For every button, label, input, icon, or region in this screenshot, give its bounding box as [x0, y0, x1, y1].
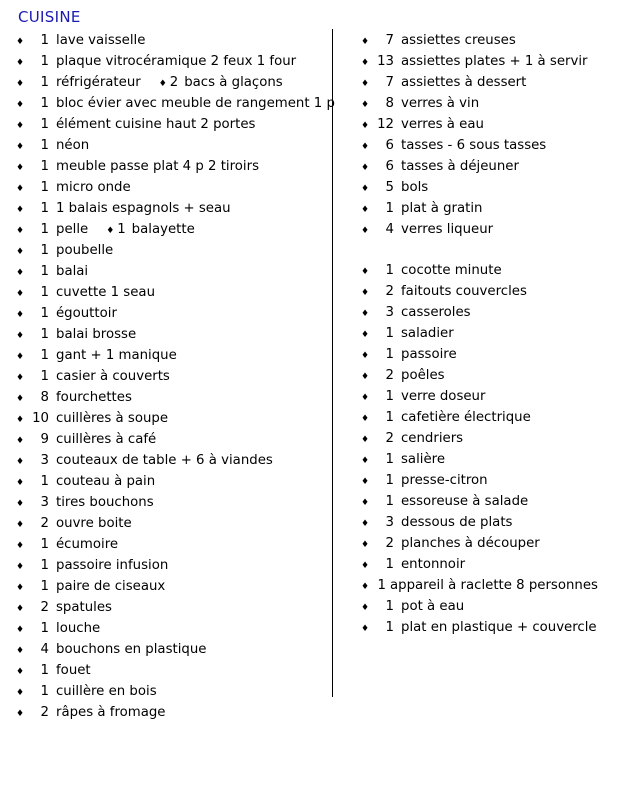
item-label: verres à vin: [401, 96, 480, 111]
diamond-bullet-icon: ♦: [16, 268, 25, 278]
diamond-bullet-icon: ♦: [361, 624, 370, 634]
item-quantity: 12: [377, 117, 394, 132]
item-quantity: 1: [40, 306, 49, 321]
diamond-bullet-icon: ♦: [361, 163, 370, 173]
item-quantity: 1: [40, 117, 49, 132]
item-label: gant + 1 manique: [56, 348, 177, 363]
diamond-bullet-icon: ♦: [361, 372, 370, 382]
diamond-bullet-icon: ♦: [361, 267, 370, 277]
right-column: [333, 31, 629, 639]
list-item: [16, 514, 324, 535]
item-label: assiettes creuses: [401, 33, 516, 48]
diamond-bullet-icon: ♦: [16, 520, 25, 530]
diamond-bullet-icon: ♦: [16, 709, 25, 719]
sub-item-quantity: 1: [117, 222, 126, 237]
item-quantity: 1: [40, 621, 49, 636]
item-quantity: 9: [40, 432, 49, 447]
diamond-bullet-icon: ♦: [361, 540, 370, 550]
item-quantity: 1: [40, 579, 49, 594]
item-quantity: 2: [385, 368, 394, 383]
item-label: verres liqueur: [401, 222, 494, 237]
item-quantity: 1: [40, 663, 49, 678]
diamond-bullet-icon: ♦: [16, 352, 25, 362]
item-quantity: 1: [385, 201, 394, 216]
item-quantity: 1: [385, 326, 394, 341]
diamond-bullet-icon: ♦: [16, 583, 25, 593]
diamond-bullet-icon: ♦: [361, 519, 370, 529]
diamond-bullet-icon: ♦: [16, 688, 25, 698]
list-item: [361, 31, 629, 52]
list-item: [361, 73, 629, 94]
item-label: bols: [401, 180, 429, 195]
item-label: cuvette 1 seau: [56, 285, 155, 300]
item-quantity: 1: [40, 285, 49, 300]
item-label: lave vaisselle: [56, 33, 146, 48]
item-quantity: 1: [40, 96, 49, 111]
item-quantity: 1: [377, 578, 386, 593]
item-label: plaque vitrocéramique 2 feux 1 four: [56, 54, 297, 69]
list-item: [16, 157, 324, 178]
diamond-bullet-icon: ♦: [16, 373, 25, 383]
list-item: [361, 303, 629, 324]
item-quantity: 1: [385, 557, 394, 572]
item-quantity: 1: [40, 201, 49, 216]
diamond-bullet-icon: ♦: [106, 226, 115, 236]
list-item: [361, 157, 629, 178]
item-quantity: 13: [377, 54, 394, 69]
item-quantity: 1: [40, 558, 49, 573]
left-item-list: [16, 31, 335, 724]
list-item: [16, 661, 324, 682]
item-label: plat en plastique + couvercle: [401, 620, 597, 635]
diamond-bullet-icon: ♦: [16, 541, 25, 551]
item-label: pelle: [56, 222, 89, 237]
list-item: [16, 430, 324, 451]
item-quantity: 3: [40, 453, 49, 468]
diamond-bullet-icon: ♦: [16, 646, 25, 656]
list-item: [361, 534, 629, 555]
item-quantity: 1: [40, 537, 49, 552]
item-label: cafetière électrique: [401, 410, 531, 425]
item-quantity: 1: [385, 263, 394, 278]
list-item: [16, 556, 324, 577]
item-quantity: 2: [385, 431, 394, 446]
item-quantity: 1: [40, 327, 49, 342]
diamond-bullet-icon: ♦: [361, 435, 370, 445]
item-quantity: 1: [40, 138, 49, 153]
diamond-bullet-icon: ♦: [16, 37, 25, 47]
item-quantity: 1: [385, 389, 394, 404]
item-label: passoire: [401, 347, 457, 362]
diamond-bullet-icon: ♦: [16, 457, 25, 467]
diamond-bullet-icon: ♦: [16, 394, 25, 404]
item-label: cuillère en bois: [56, 684, 157, 699]
item-quantity: 10: [32, 411, 49, 426]
item-label: verre doseur: [401, 389, 486, 404]
item-label: couteau à pain: [56, 474, 156, 489]
item-label: bouchons en plastique: [56, 642, 207, 657]
item-label: fourchettes: [56, 390, 132, 405]
list-item: [16, 304, 324, 325]
item-quantity: 5: [385, 180, 394, 195]
sub-item: [106, 220, 195, 241]
diamond-bullet-icon: ♦: [16, 436, 25, 446]
list-item: [16, 199, 324, 220]
list-item: [16, 535, 324, 556]
item-label: bloc évier avec meuble de rangement 1 p: [56, 96, 335, 111]
item-quantity: 8: [385, 96, 394, 111]
list-spacer: [361, 241, 629, 261]
item-label: assiettes à dessert: [401, 75, 527, 90]
diamond-bullet-icon: ♦: [16, 310, 25, 320]
diamond-bullet-icon: ♦: [361, 456, 370, 466]
item-quantity: 1: [40, 159, 49, 174]
item-quantity: 7: [385, 33, 394, 48]
list-item: [16, 241, 324, 262]
diamond-bullet-icon: ♦: [361, 603, 370, 613]
item-quantity: 4: [40, 642, 49, 657]
right-item-list: [361, 31, 629, 639]
item-label: cuillères à café: [56, 432, 157, 447]
item-quantity: 1: [40, 474, 49, 489]
item-label: salière: [401, 452, 446, 467]
item-label: louche: [56, 621, 101, 636]
list-item: [361, 220, 629, 241]
item-quantity: 1: [40, 54, 49, 69]
two-column-layout: [16, 31, 629, 724]
item-label: tasses à déjeuner: [401, 159, 519, 174]
diamond-bullet-icon: ♦: [158, 79, 167, 89]
item-quantity: 8: [40, 390, 49, 405]
list-item: [16, 325, 324, 346]
list-item: [361, 345, 629, 366]
diamond-bullet-icon: ♦: [16, 667, 25, 677]
item-quantity: 1: [385, 599, 394, 614]
diamond-bullet-icon: ♦: [361, 37, 370, 47]
diamond-bullet-icon: ♦: [361, 205, 370, 215]
item-quantity: 7: [385, 75, 394, 90]
list-item: [361, 555, 629, 576]
item-quantity: 2: [40, 600, 49, 615]
diamond-bullet-icon: ♦: [361, 309, 370, 319]
item-label: cuillères à soupe: [56, 411, 168, 426]
item-quantity: 1: [40, 684, 49, 699]
diamond-bullet-icon: ♦: [361, 226, 370, 236]
list-item: [16, 703, 324, 724]
item-label: ouvre boite: [56, 516, 132, 531]
list-item: [361, 597, 629, 618]
diamond-bullet-icon: ♦: [361, 58, 370, 68]
diamond-bullet-icon: ♦: [361, 142, 370, 152]
item-label: couteaux de table + 6 à viandes: [56, 453, 273, 468]
list-item: [16, 31, 324, 52]
left-column: [16, 31, 335, 724]
item-quantity: 1: [40, 369, 49, 384]
list-item: [16, 409, 324, 430]
diamond-bullet-icon: ♦: [16, 604, 25, 614]
item-quantity: 2: [40, 705, 49, 720]
diamond-bullet-icon: ♦: [361, 414, 370, 424]
list-item: [361, 324, 629, 345]
item-quantity: 1: [40, 222, 49, 237]
list-item: [16, 115, 324, 136]
list-item: [16, 136, 324, 157]
item-quantity: 2: [40, 516, 49, 531]
item-label: râpes à fromage: [56, 705, 166, 720]
item-label: casier à couverts: [56, 369, 170, 384]
diamond-bullet-icon: ♦: [361, 582, 370, 592]
list-item: [361, 471, 629, 492]
item-label: faitouts couvercles: [401, 284, 527, 299]
item-label: verres à eau: [401, 117, 484, 132]
diamond-bullet-icon: ♦: [361, 351, 370, 361]
diamond-bullet-icon: ♦: [16, 625, 25, 635]
item-quantity: 3: [385, 515, 394, 530]
list-item: [361, 408, 629, 429]
list-item: [16, 493, 324, 514]
item-label: presse-citron: [401, 473, 488, 488]
item-quantity: 1: [40, 243, 49, 258]
list-item: [16, 367, 324, 388]
diamond-bullet-icon: ♦: [361, 79, 370, 89]
item-quantity: 1: [40, 75, 49, 90]
diamond-bullet-icon: ♦: [16, 100, 25, 110]
diamond-bullet-icon: ♦: [16, 415, 25, 425]
list-item: [16, 262, 324, 283]
diamond-bullet-icon: ♦: [361, 330, 370, 340]
list-item: [16, 682, 324, 703]
item-label: passoire infusion: [56, 558, 169, 573]
list-item: [361, 429, 629, 450]
item-label: essoreuse à salade: [401, 494, 529, 509]
item-label: saladier: [401, 326, 454, 341]
item-label: poubelle: [56, 243, 114, 258]
item-label: égouttoir: [56, 306, 117, 321]
diamond-bullet-icon: ♦: [361, 100, 370, 110]
list-item: [16, 640, 324, 661]
diamond-bullet-icon: ♦: [16, 289, 25, 299]
item-quantity: 1: [40, 264, 49, 279]
item-label: spatules: [56, 600, 112, 615]
list-item: [361, 261, 629, 282]
item-quantity: 1: [385, 620, 394, 635]
list-item: [16, 346, 324, 367]
item-quantity: 1: [40, 180, 49, 195]
item-quantity: 1: [40, 348, 49, 363]
list-item: [16, 73, 324, 94]
item-quantity: 2: [385, 536, 394, 551]
list-item: [16, 52, 324, 73]
item-quantity: 1: [385, 347, 394, 362]
item-quantity: 3: [40, 495, 49, 510]
diamond-bullet-icon: ♦: [16, 142, 25, 152]
item-label: tasses - 6 sous tasses: [401, 138, 547, 153]
item-quantity: 6: [385, 138, 394, 153]
list-item: [16, 178, 324, 199]
list-item: [361, 618, 629, 639]
list-item: [16, 451, 324, 472]
diamond-bullet-icon: ♦: [361, 288, 370, 298]
item-label: élément cuisine haut 2 portes: [56, 117, 256, 132]
item-label: réfrigérateur: [56, 75, 141, 90]
list-item: [361, 366, 629, 387]
list-item: [361, 52, 629, 73]
list-item: [16, 619, 324, 640]
item-label: balai: [56, 264, 89, 279]
item-quantity: 2: [385, 284, 394, 299]
diamond-bullet-icon: ♦: [361, 477, 370, 487]
item-label: meuble passe plat 4 p 2 tiroirs: [56, 159, 260, 174]
list-item: [361, 450, 629, 471]
item-quantity: 3: [385, 305, 394, 320]
diamond-bullet-icon: ♦: [16, 247, 25, 257]
item-label: 1 balais espagnols + seau: [56, 201, 231, 216]
list-item: [16, 283, 324, 304]
item-quantity: 1: [385, 473, 394, 488]
item-quantity: 1: [385, 452, 394, 467]
list-item: [361, 199, 629, 220]
sub-item-label: balayette: [131, 222, 195, 237]
item-label: tires bouchons: [56, 495, 154, 510]
page-title: CUISINE: [18, 8, 81, 26]
diamond-bullet-icon: ♦: [16, 121, 25, 131]
list-item: [361, 492, 629, 513]
diamond-bullet-icon: ♦: [16, 184, 25, 194]
diamond-bullet-icon: ♦: [16, 58, 25, 68]
item-quantity: 1: [40, 33, 49, 48]
list-item: [16, 577, 324, 598]
item-label: pot à eau: [401, 599, 465, 614]
list-item: [361, 94, 629, 115]
diamond-bullet-icon: ♦: [16, 226, 25, 236]
diamond-bullet-icon: ♦: [361, 393, 370, 403]
list-item: [16, 220, 324, 241]
item-quantity: 6: [385, 159, 394, 174]
item-label: écumoire: [56, 537, 119, 552]
list-item: [361, 513, 629, 534]
list-item: [361, 282, 629, 303]
diamond-bullet-icon: ♦: [16, 478, 25, 488]
diamond-bullet-icon: ♦: [361, 184, 370, 194]
list-item: [16, 94, 335, 115]
item-label: cocotte minute: [401, 263, 502, 278]
list-item: [16, 472, 324, 493]
list-item: [361, 115, 629, 136]
list-item: [361, 387, 629, 408]
list-item: [16, 598, 324, 619]
list-item: [16, 388, 324, 409]
item-label: néon: [56, 138, 90, 153]
list-item: [361, 178, 629, 199]
sub-item: [159, 73, 283, 94]
diamond-bullet-icon: ♦: [361, 121, 370, 131]
diamond-bullet-icon: ♦: [16, 562, 25, 572]
sub-item-label: bacs à glaçons: [184, 75, 283, 90]
item-label: dessous de plats: [401, 515, 513, 530]
item-label: appareil à raclette 8 personnes: [390, 578, 598, 593]
list-item: [361, 576, 629, 597]
diamond-bullet-icon: ♦: [16, 499, 25, 509]
sub-item-quantity: 2: [169, 75, 179, 90]
diamond-bullet-icon: ♦: [16, 163, 25, 173]
list-item: [361, 136, 629, 157]
item-label: planches à découper: [401, 536, 540, 551]
item-label: plat à gratin: [401, 201, 483, 216]
item-label: paire de ciseaux: [56, 579, 166, 594]
item-quantity: 1: [385, 494, 394, 509]
diamond-bullet-icon: ♦: [361, 498, 370, 508]
diamond-bullet-icon: ♦: [361, 561, 370, 571]
diamond-bullet-icon: ♦: [16, 79, 25, 89]
item-label: assiettes plates + 1 à servir: [401, 54, 588, 69]
item-label: micro onde: [56, 180, 131, 195]
item-label: balai brosse: [56, 327, 137, 342]
diamond-bullet-icon: ♦: [16, 331, 25, 341]
item-quantity: 4: [385, 222, 394, 237]
diamond-bullet-icon: ♦: [16, 205, 25, 215]
item-quantity: 1: [385, 410, 394, 425]
item-label: entonnoir: [401, 557, 466, 572]
item-label: cendriers: [401, 431, 464, 446]
item-label: poêles: [401, 368, 445, 383]
item-label: fouet: [56, 663, 91, 678]
item-label: casseroles: [401, 305, 471, 320]
